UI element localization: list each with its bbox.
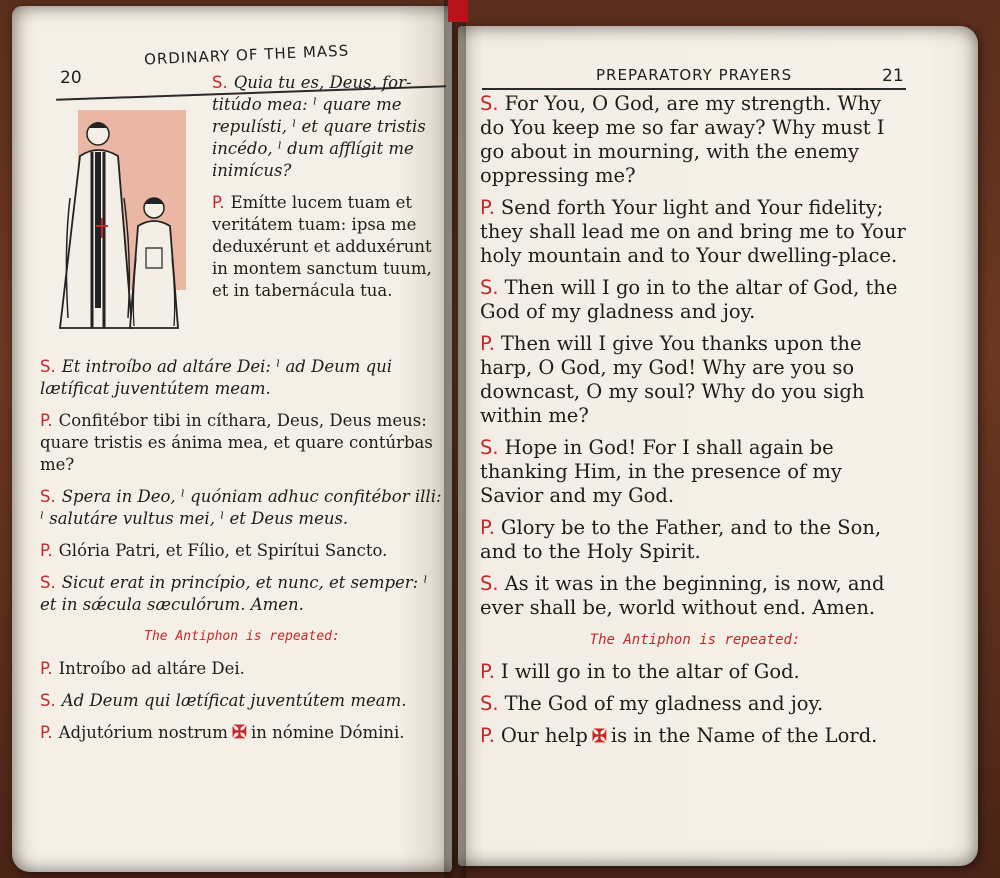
- book-spine: [444, 0, 466, 878]
- left-verse-2: P. Emítte lucem tuam et veritátem tuam: ipsa me deduxérunt et adduxérunt in montem sanctum tuum, et in tabernácula tua.: [212, 193, 432, 300]
- left-verses-top: [212, 72, 448, 312]
- right-verse-6: P. Glory be to the Father, and to the Son, and to the Holy Spirit.: [480, 516, 882, 563]
- left-verse-8: P. Introíbo ad altáre Dei.: [40, 659, 245, 678]
- right-verse-10: P. Our help ✠ is in the Name of the Lord.: [480, 724, 878, 747]
- left-antiphon-rubric: The Antiphon is repeated:: [144, 629, 340, 644]
- left-running-header: ORDINARY OF THE MASS: [143, 41, 350, 69]
- right-verse-3: S. Then will I go in to the altar of God, the God of my gladness and joy.: [480, 276, 898, 323]
- ribbon-bookmark: [448, 0, 468, 22]
- left-verse-3: S. Et introíbo ad altáre Dei: ˡ ad Deum qui lætíficat juventútem meam.: [40, 357, 393, 398]
- left-verse-9: S. Ad Deum qui lætíficat juventútem meam.: [40, 691, 407, 710]
- right-page-number: 21: [882, 66, 904, 86]
- left-verse-7: S. Sicut erat in princípio, et nunc, et semper: ˡ et in sǽcula sæculórum. Amen.: [40, 573, 428, 614]
- left-page: [12, 6, 452, 872]
- left-verse-4: P. Confitébor tibi in cíthara, Deus, Deus meus: quare tristis es ánima mea, et quare contúrbas me?: [40, 411, 433, 474]
- right-verse-2: P. Send forth Your light and Your fidelity; they shall lead me on and bring me to Your holy mountain and to Your dwelling-place.: [480, 196, 906, 267]
- left-verses-bottom: [40, 356, 444, 754]
- cross-icon: ✠: [591, 726, 607, 747]
- right-verse-1: S. For You, O God, are my strength. Why do You keep me so far away? Why must I go about in mourning, with the enemy oppressing me?: [480, 92, 885, 187]
- cross-icon: ✠: [231, 722, 248, 743]
- left-verse-10: P. Adjutórium nostrum ✠ in nómine Dómini.: [40, 722, 405, 743]
- right-verses: [480, 92, 910, 757]
- right-verse-4: P. Then will I give You thanks upon the harp, O God, my God! Why are you so downcast, O my soul? Why do you sigh within me?: [480, 332, 865, 427]
- right-verse-5: S. Hope in God! For I shall again be thanking Him, in the presence of my Savior and my God.: [480, 436, 842, 507]
- right-antiphon-rubric: The Antiphon is repeated:: [589, 632, 801, 648]
- priest-and-server-illustration: [58, 108, 186, 336]
- right-page: [458, 26, 978, 866]
- right-verse-8: P. I will go in to the altar of God.: [480, 660, 800, 683]
- right-running-header: PREPARATORY PRAYERS: [596, 66, 793, 84]
- right-verse-9: S. The God of my gladness and joy.: [480, 692, 824, 715]
- left-verse-6: P. Glória Patri, et Fílio, et Spirítui Sancto.: [40, 541, 388, 560]
- right-verse-7: S. As it was in the beginning, is now, and ever shall be, world without end. Amen.: [480, 572, 885, 619]
- left-verse-1: S. Quia tu es, Deus, fortitúdo mea: ˡ quare me repulísti, ˡ et quare tristis incédo, ˡ dum afflígit me inimícus?: [212, 73, 426, 180]
- right-header-rule: [482, 88, 906, 90]
- left-page-number: 20: [60, 68, 82, 88]
- left-verse-5: S. Spera in Deo, ˡ quóniam adhuc confitébor illi: ˡ salutáre vultus mei, ˡ et Deus meus.: [40, 487, 442, 528]
